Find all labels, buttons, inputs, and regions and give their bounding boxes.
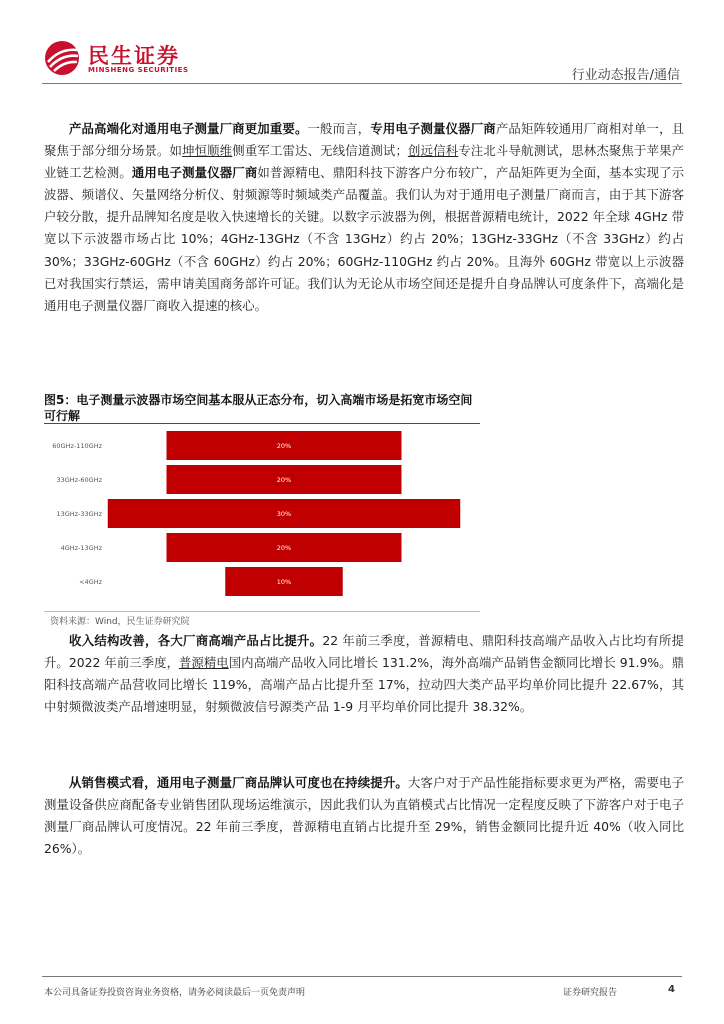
p2-text-1: 22 年前三季度，普源精电、鼎阳科技高端产品收入占比均有所提升。2022 年前三季度， (44, 633, 684, 671)
p1-text-2: 产品矩阵较通用厂商相对单一，且聚焦于部分细分场景。如 (44, 121, 685, 159)
header-divider (42, 83, 682, 84)
p1-link-kunheng[interactable]: 坤恒顺维 (182, 143, 233, 159)
figure-source: 资料来源：Wind，民生证券研究院 (50, 617, 190, 627)
value-label: 10% (276, 578, 292, 586)
p3-bold-1: 从销售模式看，通用电子测量厂商品牌认可度也在持续提升。 (68, 775, 408, 790)
figure-bottom-rule (44, 611, 480, 612)
value-label: 30% (276, 510, 292, 518)
p1-text-4: 专注北斗导航测试，思林杰聚焦于苹果产业链工艺检测。 (44, 143, 685, 181)
category-label: 60GHz-110GHz (52, 442, 102, 450)
category-label: 33GHz-60GHz (56, 476, 102, 484)
oscilloscope-market-chart (44, 426, 480, 612)
p1-bold-1: 产品高端化对通用电子测量厂商更加重要。 (68, 121, 308, 136)
p3-text-1: 大客户对于产品性能指标要求更为严格，需要电子测量设备供应商配备专业销售团队现场运维演示，因此我们认为直销模式占比情况一定程度反映了下游客户对于电子测量厂商品牌认可度情况。22 年前三季度，普源精电直销占比提升至 29%，销售金额同比提升近 40%（收入同比 26%）。 (44, 775, 685, 857)
value-label: 20% (276, 544, 292, 552)
footer-divider (42, 976, 682, 977)
p1-text-5: 如普源精电、鼎阳科技下游客户分布较广，产品矩阵更为全面，基本实现了示波器、频谱仪、矢量网络分析仪、射频源等时频域类产品覆盖。我们认为对于通用电子测量厂商而言，由于其下游客户较分散，提升品牌知名度是收入快速增长的关键。以数字示波器为例，根据普源精电统计，2022 年全球 4GHz 带宽以下示波器市场占比 10%；4GHz-13GHz（不含 13GHz）约占 20%；13GHz-33GHz（不含 33GHz）约占 30%；33GHz-60GHz（不含 60GHz）约占 20%；60GHz-110GHz 约占 20%。且海外 60GHz 带宽以上示波器已对我国实行禁运，需申请美国商务部许可证。我们认为无论从市场空间还是提升自身品牌认可度条件下，高端化是通用电子测量仪器厂商收入提速的核心。 (44, 165, 685, 313)
footer-label: 证券研究报告 (563, 988, 618, 998)
category-label: <4GHz (79, 578, 102, 586)
logo-english-name: MINSHENG SECURITIES (88, 66, 189, 74)
footer-disclaimer: 本公司具备证券投资咨询业务资格，请务必阅读最后一页免责声明 (44, 988, 306, 998)
p2-bold-1: 收入结构改善，各大厂商高端产品占比提升。 (68, 633, 323, 648)
report-category: 行业动态报告/通信 (571, 68, 680, 83)
p1-bold-3: 通用电子测量仪器厂商 (131, 165, 258, 181)
minsheng-logo-icon (42, 40, 82, 76)
p2-text-2: 国内高端产品收入同比增长 131.2%，海外高端产品销售金额同比增长 91.9%。鼎阳科技高端产品营收同比增长 119%，高端产品占比提升至 17%，拉动四大类产品平均单价同比提升 22.67%，其中射频微波类产品增速明显，射频微波信号源类产品 1-9 月平均单价同比提升 38.32%。 (44, 655, 684, 715)
figure-top-rule (44, 423, 480, 424)
p1-text-3: 侧重军工雷达、无线信道测试； (232, 143, 408, 159)
category-label: 4GHz-13GHz (60, 544, 102, 552)
paragraph-revenue-structure (44, 630, 684, 718)
p1-bold-2: 专用电子测量仪器厂商 (370, 121, 496, 136)
value-label: 20% (276, 442, 292, 450)
paragraph-sales-model (44, 772, 684, 860)
value-label: 20% (276, 476, 292, 484)
page-header (0, 0, 724, 84)
logo-chinese-name: 民生证券 (88, 44, 180, 68)
category-label: 13GHz-33GHz (56, 510, 102, 518)
paragraph-product-high-end (44, 118, 684, 317)
figure-title: 图5：电子测量示波器市场空间基本服从正态分布，切入高端市场是拓宽市场空间可行解 (44, 393, 473, 423)
page-number: 4 (668, 984, 675, 995)
p1-text-1: 一般而言， (307, 121, 371, 136)
p1-link-chuangyuan[interactable]: 创远信科 (407, 143, 459, 159)
p2-link-puyuan[interactable]: 普源精电 (179, 655, 229, 671)
